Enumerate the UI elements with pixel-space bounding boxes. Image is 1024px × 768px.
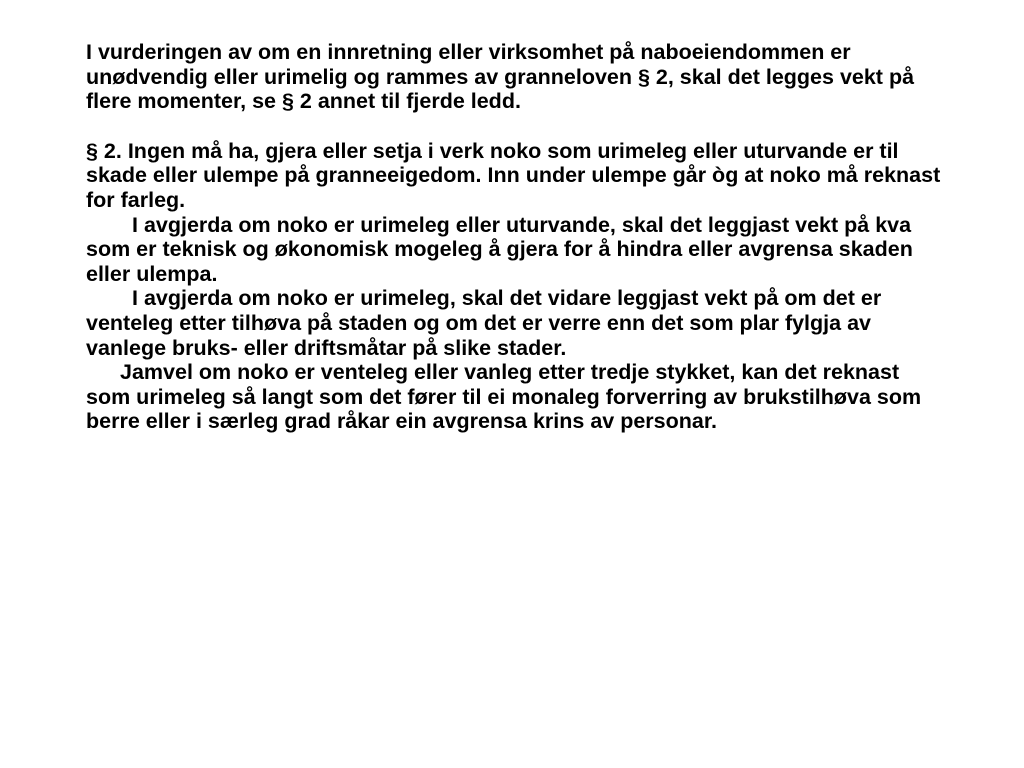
text-block	[86, 40, 946, 434]
law-paragraph-3: I avgjerda om noko er urimeleg, skal det vidare leggjast vekt på om det er venteleg etter tilhøva på staden og om det er verre enn det som plar fylgja av vanlege bruks- eller driftsmåtar på slike stader.	[86, 286, 882, 360]
law-paragraph-4: Jamvel om noko er venteleg eller vanleg etter tredje stykket, kan det reknast som urimeleg så langt som det fører til ei monaleg forverring av brukstilhøva som berre eller i særleg grad råkar ein avgrensa krins av personar.	[86, 360, 922, 434]
intro-paragraph: I vurderingen av om en innretning eller virksomhet på naboeiendommen er unødvendig eller urimelig og rammes av granneloven § 2, skal det legges vekt på flere momenter, se § 2 annet til fjerde ledd.	[86, 40, 915, 114]
law-paragraph-1: § 2. Ingen må ha, gjera eller setja i verk noko som urimeleg eller uturvande er til skade eller ulempe på granneeigedom. Inn under ulempe går òg at noko må reknast for farleg.	[86, 138, 941, 212]
law-paragraph-2: I avgjerda om noko er urimeleg eller uturvande, skal det leggjast vekt på kva som er teknisk og økonomisk mogeleg å gjera for å hindra eller avgrensa skaden eller ulempa.	[86, 212, 913, 286]
